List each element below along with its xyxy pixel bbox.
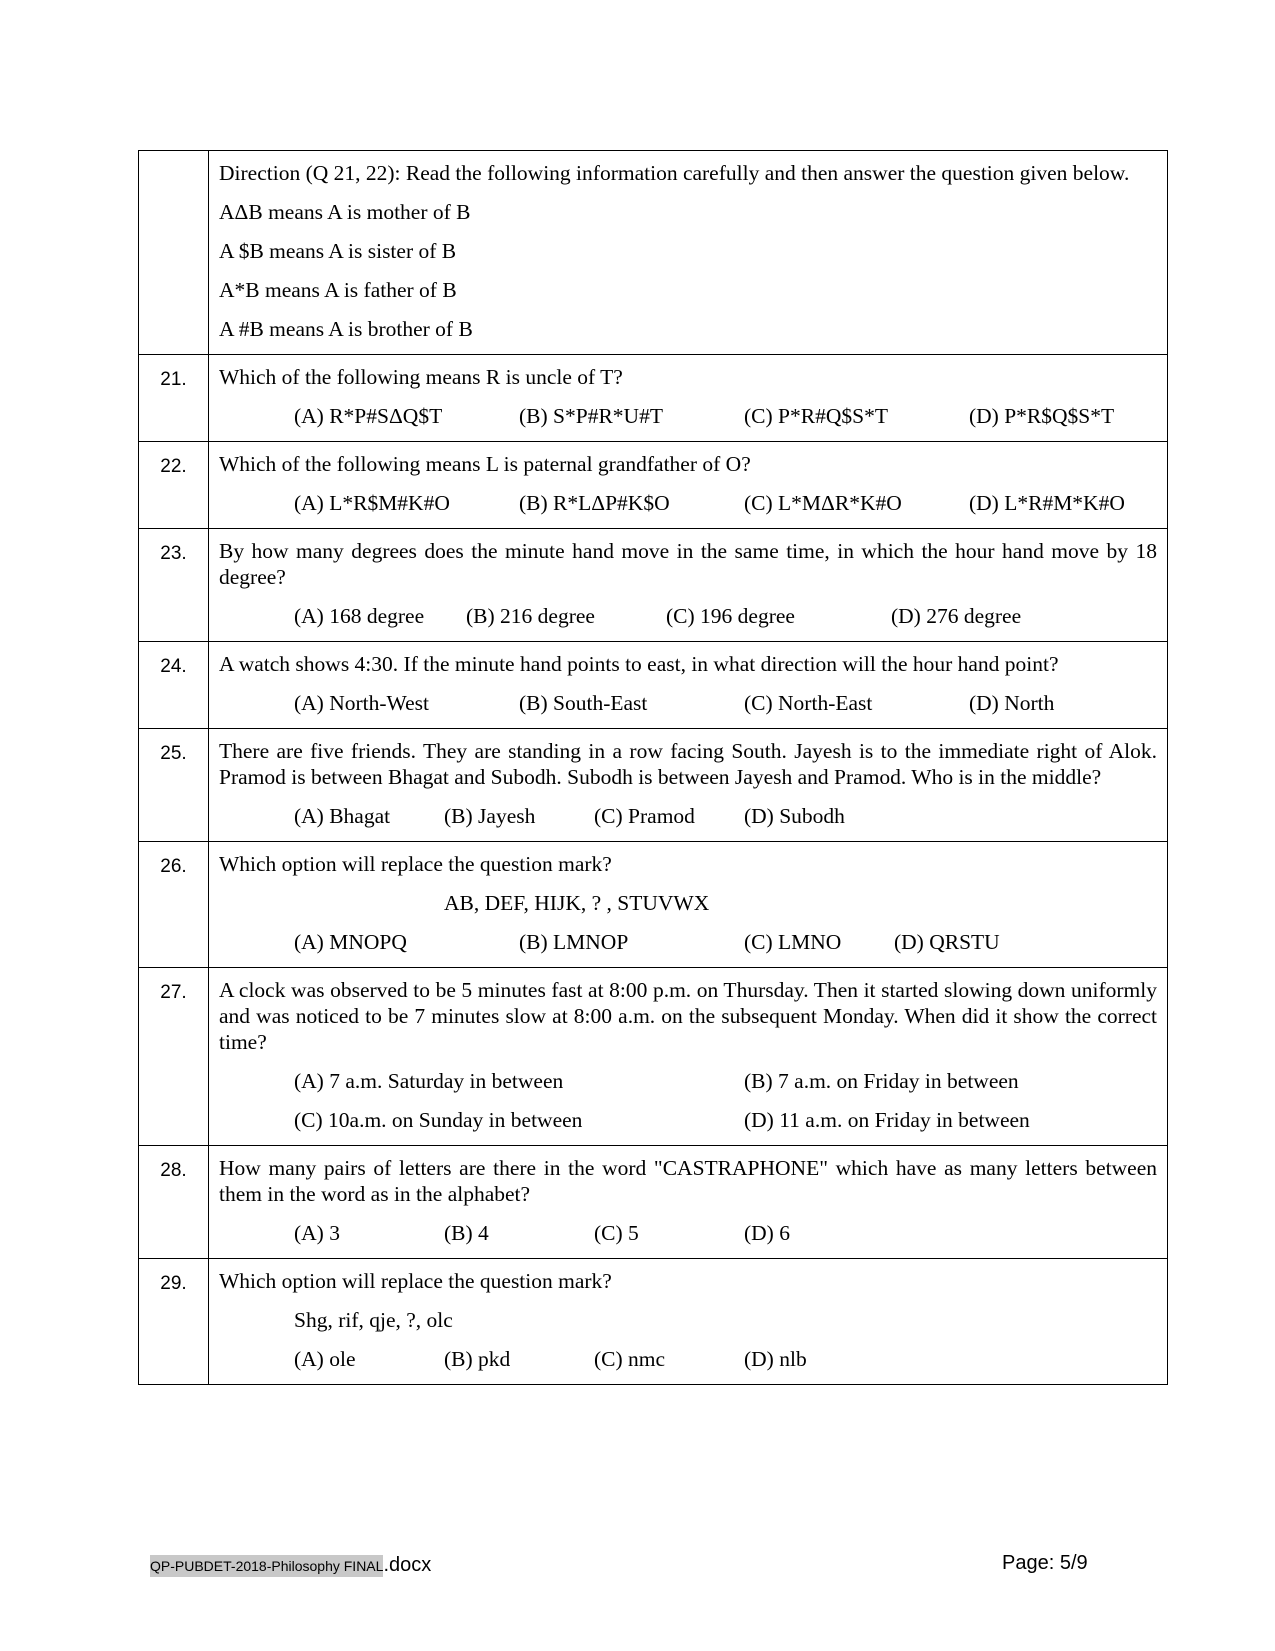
question-row-25 [139,729,1168,842]
question-text: A clock was observed to be 5 minutes fast at 8:00 p.m. on Thursday. Then it started slowing down uniformly and was noticed to be 7 minutes slow at 8:00 a.m. on the subsequent Monday. When did it show the correct time? [219,978,1157,1054]
question-row-28 [139,1146,1168,1259]
rule-mother: AΔB means A is mother of B [219,200,471,224]
question-row-22 [139,442,1168,529]
option-a: (A) 7 a.m. Saturday in between [294,1069,564,1093]
options-row [219,690,1157,716]
option-d: (D) 11 a.m. on Friday in between [744,1108,1030,1132]
rule-sister: A $B means A is sister of B [219,239,457,263]
question-text: By how many degrees does the minute hand move in the same time, in which the hour hand move by 18 degree? [219,539,1157,589]
question-number: 21. [139,355,209,442]
option-c: (C) P*R#Q$S*T [744,404,888,428]
option-b: (B) Jayesh [444,804,536,828]
question-body [209,842,1168,968]
option-c: (C) 10a.m. on Sunday in between [294,1108,583,1132]
option-d: (D) QRSTU [894,930,1000,954]
options-row [219,1107,1157,1133]
question-number-cell [139,151,209,355]
option-c: (C) 5 [594,1221,639,1245]
rule-brother: A #B means A is brother of B [219,317,473,341]
question-number: 28. [139,1146,209,1259]
question-row-23 [139,529,1168,642]
option-c: (C) nmc [594,1347,666,1371]
option-b: (B) 7 a.m. on Friday in between [744,1069,1019,1093]
question-row-24 [139,642,1168,729]
options-row [219,929,1157,955]
question-number: 24. [139,642,209,729]
option-a: (A) ole [294,1347,356,1371]
footer-filename [150,1554,431,1577]
option-b: (B) LMNOP [519,930,629,954]
question-text: How many pairs of letters are there in the word "CASTRAPHONE" which have as many letters between them in the word as in the alphabet? [219,1156,1157,1206]
option-b: (B) South-East [519,691,648,715]
question-row-21 [139,355,1168,442]
question-body [209,1146,1168,1259]
option-d: (D) 6 [744,1221,790,1245]
question-text: A watch shows 4:30. If the minute hand points to east, in what direction will the hour hand point? [219,652,1059,676]
option-b: (B) 216 degree [466,604,595,628]
option-b: (B) R*LΔP#K$O [519,491,670,515]
footer-page-number: Page: 5/9 [1002,1552,1088,1574]
options-row [219,1220,1157,1246]
option-d: (D) nlb [744,1347,807,1371]
question-body [209,1259,1168,1385]
question-body [209,729,1168,842]
question-body [209,529,1168,642]
footer-filename-highlight: QP-PUBDET-2018-Philosophy FINAL [150,1555,383,1577]
question-number: 25. [139,729,209,842]
options-row [219,1068,1157,1094]
option-d: (D) Subodh [744,804,845,828]
letter-sequence: Shg, rif, qje, ?, olc [294,1308,453,1332]
question-row-26 [139,842,1168,968]
option-a: (A) R*P#SΔQ$T [294,404,443,428]
option-a: (A) North-West [294,691,429,715]
direction-row [139,151,1168,355]
rule-father: A*B means A is father of B [219,278,457,302]
question-number: 27. [139,968,209,1146]
option-d: (D) P*R$Q$S*T [969,404,1115,428]
option-c: (C) 196 degree [666,604,795,628]
option-d: (D) L*R#M*K#O [969,491,1125,515]
question-table [138,150,1168,1385]
question-text: Which option will replace the question mark? [219,1269,612,1293]
options-row [219,490,1157,516]
options-row [219,1346,1157,1372]
question-body [209,968,1168,1146]
question-number: 23. [139,529,209,642]
option-b: (B) pkd [444,1347,511,1371]
direction-block [209,151,1168,355]
options-row [219,603,1157,629]
option-c: (C) Pramod [594,804,695,828]
footer-file-extension: .docx [383,1554,432,1576]
question-body [209,642,1168,729]
option-b: (B) 4 [444,1221,489,1245]
letter-sequence: AB, DEF, HIJK, ? , STUVWX [444,891,710,915]
question-text: Which of the following means L is paternal grandfather of O? [219,452,751,476]
question-text: Which option will replace the question mark? [219,852,612,876]
option-c: (C) L*MΔR*K#O [744,491,902,515]
question-text: Which of the following means R is uncle of T? [219,365,623,389]
option-b: (B) S*P#R*U#T [519,404,663,428]
options-row [219,803,1157,829]
options-row [219,403,1157,429]
question-row-27 [139,968,1168,1146]
option-a: (A) MNOPQ [294,930,407,954]
question-body [209,355,1168,442]
option-a: (A) L*R$M#K#O [294,491,450,515]
question-row-29 [139,1259,1168,1385]
option-a: (A) Bhagat [294,804,391,828]
option-c: (C) LMNO [744,930,842,954]
option-a: (A) 168 degree [294,604,425,628]
option-d: (D) 276 degree [891,604,1022,628]
question-number: 26. [139,842,209,968]
question-number: 29. [139,1259,209,1385]
option-a: (A) 3 [294,1221,340,1245]
question-body [209,442,1168,529]
question-number: 22. [139,442,209,529]
direction-text: Direction (Q 21, 22): Read the following information carefully and then answer the question given below. [219,161,1130,185]
question-text: There are five friends. They are standing in a row facing South. Jayesh is to the immediate right of Alok. Pramod is between Bhagat and Subodh. Subodh is between Jayesh and Pramod. Who is in the middle? [219,739,1157,789]
option-d: (D) North [969,691,1055,715]
option-c: (C) North-East [744,691,873,715]
